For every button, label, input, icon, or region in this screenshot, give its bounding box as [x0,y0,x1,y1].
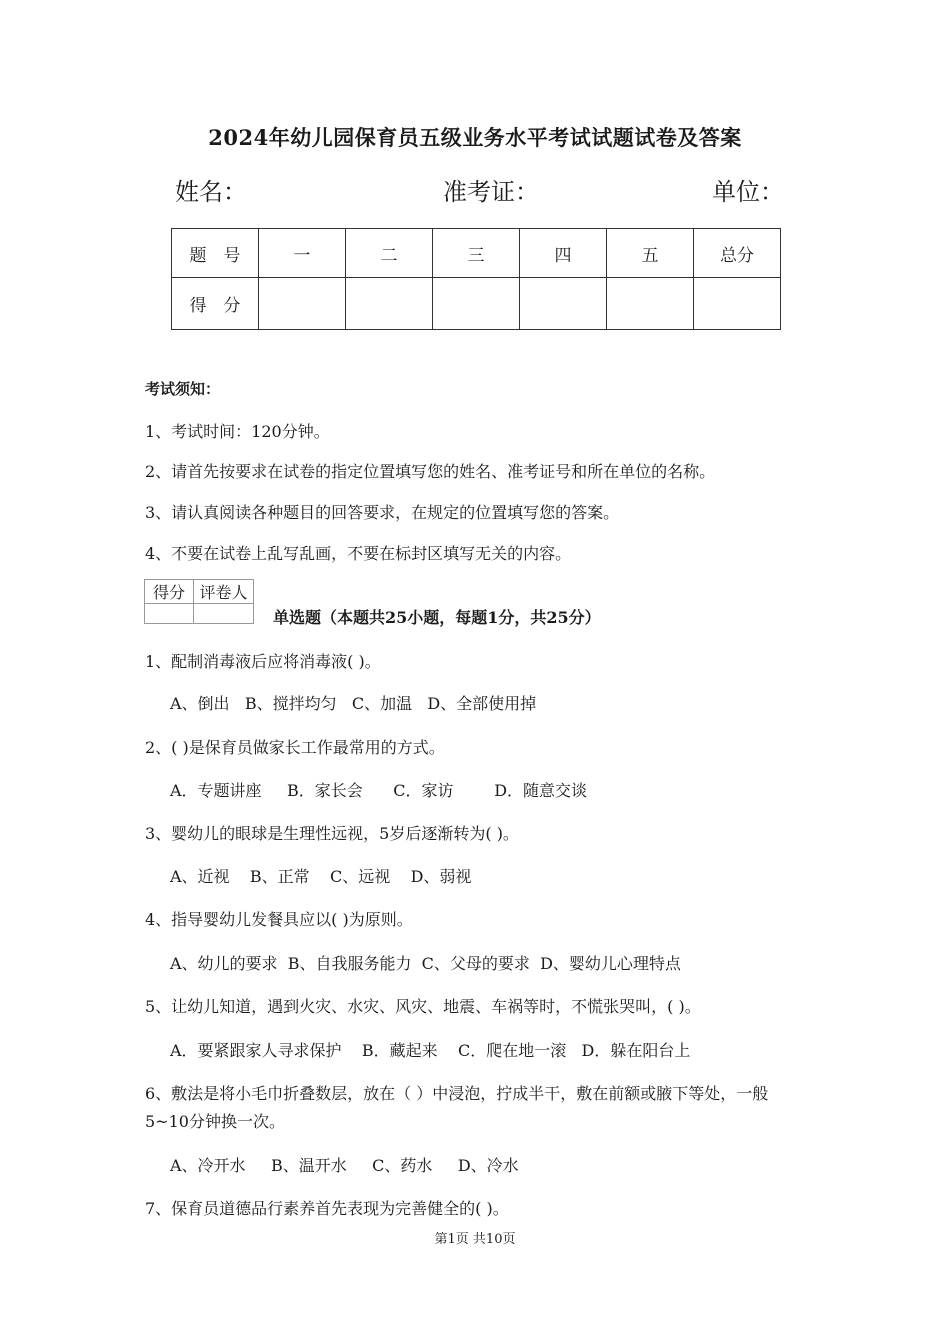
exam-title: 2024年幼儿园保育员五级业务水平考试试题试卷及答案 [208,125,742,150]
question-7: 7、保育员道德品行素养首先表现为完善健全的( )。 [145,1199,509,1218]
score-table-header-row [172,229,781,278]
grader-score-label: 得分 [145,580,194,604]
question-6-options: A、冷开水 B、温开水 C、药水 D、冷水 [170,1156,519,1175]
exam-id-label: 准考证： [443,178,539,206]
notice-heading: 考试须知： [145,380,221,398]
question-2-options: A．专题讲座 B．家长会 C．家访 D．随意交谈 [170,781,588,800]
header-cell-2: 二 [346,229,433,278]
grader-name-cell[interactable] [194,604,254,624]
question-1-options: A、倒出 B、搅拌均匀 C、加温 D、全部使用掉 [170,694,537,713]
notice-item: 2、请首先按要求在试卷的指定位置填写您的姓名、准考证号和所在单位的名称。 [145,462,716,481]
score-cell-total[interactable] [694,278,781,330]
grader-box [144,579,254,624]
grader-name-label: 评卷人 [194,580,254,604]
score-cell-2[interactable] [346,278,433,330]
name-label: 姓名： [175,178,247,206]
question-4: 4、指导婴幼儿发餐具应以( )为原则。 [145,910,413,929]
notice-item: 3、请认真阅读各种题目的回答要求，在规定的位置填写您的答案。 [145,503,620,522]
score-table [171,228,781,330]
score-cell-3[interactable] [433,278,520,330]
notice-item: 1、考试时间：120分钟。 [145,422,330,441]
question-6-line-1: 6、敷法是将小毛巾折叠数层，放在（ ）中浸泡，拧成半干，敷在前额或腋下等处，一般 [145,1084,769,1103]
score-cell-4[interactable] [520,278,607,330]
notice-item: 4、不要在试卷上乱写乱画，不要在标封区填写无关的内容。 [145,544,572,563]
score-row-label: 得 分 [172,278,259,330]
question-5-options: A．要紧跟家人寻求保护 B．藏起来 C．爬在地一滚 D．躲在阳台上 [170,1041,691,1060]
question-3: 3、婴幼儿的眼球是生理性远视，5岁后逐渐转为( )。 [145,824,519,843]
grader-score-cell[interactable] [145,604,194,624]
header-cell-question-number: 题 号 [172,229,259,278]
question-5: 5、让幼儿知道，遇到火灾、水灾、风灾、地震、车祸等时，不慌张哭叫，( )。 [145,997,701,1016]
header-cell-3: 三 [433,229,520,278]
header-cell-4: 四 [520,229,607,278]
header-cell-1: 一 [259,229,346,278]
section-title: 单选题（本题共25小题，每题1分，共25分） [273,608,601,627]
question-4-options: A、幼儿的要求 B、自我服务能力 C、父母的要求 D、婴幼儿心理特点 [170,954,681,973]
unit-label: 单位： [712,178,784,206]
header-cell-total: 总分 [694,229,781,278]
score-cell-1[interactable] [259,278,346,330]
question-2: 2、( )是保育员做家长工作最常用的方式。 [145,738,445,757]
question-6-line-2: 5~10分钟换一次。 [145,1112,285,1131]
score-cell-5[interactable] [607,278,694,330]
question-1: 1、配制消毒液后应将消毒液( )。 [145,652,381,671]
score-table-score-row [172,278,781,330]
question-3-options: A、近视 B、正常 C、远视 D、弱视 [170,867,472,886]
header-cell-5: 五 [607,229,694,278]
page-footer: 第1页 共10页 [434,1232,516,1247]
